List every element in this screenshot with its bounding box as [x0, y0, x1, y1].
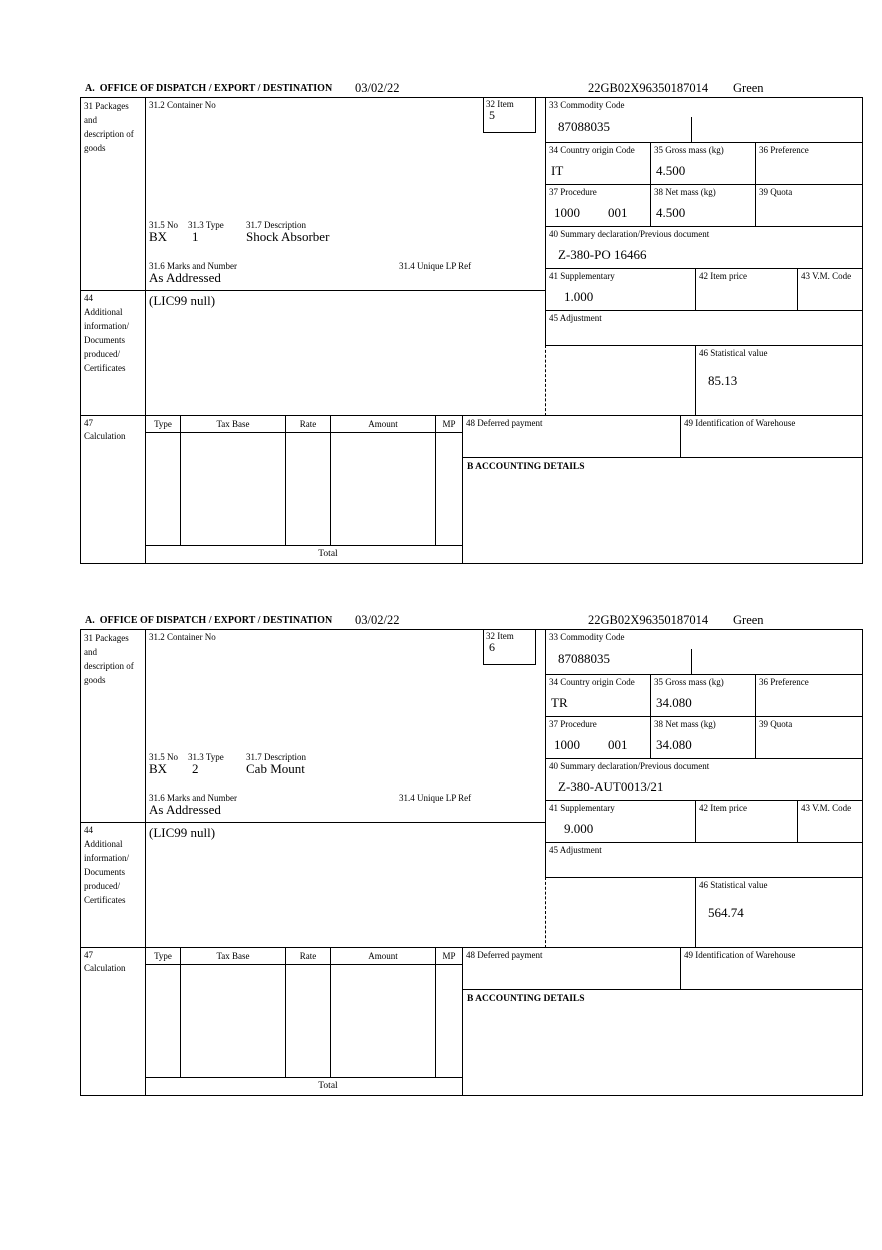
- box43-vm-code: [797, 268, 863, 311]
- movement-reference-number: 22GB02X96350187014: [588, 613, 709, 627]
- packages-type-value: 2: [192, 761, 199, 776]
- adjustment-label: 45 Adjustment: [549, 313, 602, 323]
- tax-type-header: Type: [145, 947, 181, 965]
- supplementary-units-value: 9.000: [564, 821, 594, 836]
- tax-total-row: Total: [145, 545, 463, 564]
- block-header: [0, 80, 882, 97]
- box44-content-area: [145, 290, 546, 416]
- tax-mp-header: MP: [435, 947, 463, 965]
- accounting-details-label: B ACCOUNTING DETAILS: [467, 462, 585, 472]
- packages-type-value: 1: [192, 229, 199, 244]
- box39-quota: [755, 716, 863, 759]
- commodity-code-value: 87088035: [558, 119, 610, 134]
- adjustment-label: 45 Adjustment: [549, 845, 602, 855]
- tax-mp-cell: [435, 964, 463, 1078]
- tax-type-cell: [145, 964, 181, 1078]
- marks-number-label: 31.6 Marks and Number: [149, 793, 237, 803]
- box34-country-origin: [545, 142, 651, 185]
- previous-document-value: Z-380-PO 16466: [558, 247, 647, 262]
- tax-base-cell: [180, 432, 286, 546]
- dispatch-date: 03/02/22: [355, 613, 400, 627]
- item-label: 32 Item: [486, 631, 514, 641]
- box44-content-area: [145, 822, 546, 948]
- box47-label: Calculation: [84, 963, 126, 973]
- routing-status: Green: [733, 81, 764, 95]
- routing-status: Green: [733, 613, 764, 627]
- country-origin-value: IT: [551, 163, 564, 178]
- gross-mass-value: 34.080: [656, 695, 692, 710]
- office-of-dispatch-label: A. OFFICE OF DISPATCH / EXPORT / DESTINATION: [85, 615, 333, 626]
- packages-no-value: BX: [149, 761, 168, 776]
- box31-label: 31 Packages and description of goods: [84, 633, 134, 685]
- box44-additional-info: [80, 822, 146, 948]
- goods-description-value: Cab Mount: [246, 761, 305, 776]
- declaration-item-block: [0, 80, 882, 564]
- net-mass-value: 4.500: [656, 205, 686, 220]
- unique-lp-ref-label: 31.4 Unique LP Ref: [399, 261, 472, 271]
- gross-mass-value: 4.500: [656, 163, 686, 178]
- box37-procedure: [545, 716, 651, 759]
- packages-no-label: 31.5 No: [149, 752, 178, 762]
- box36-preference: [755, 674, 863, 717]
- box47-number: 47: [84, 418, 93, 428]
- box45-adjustment: [545, 310, 863, 346]
- vm-code-label: 43 V.M. Code: [801, 803, 852, 813]
- box48-deferred-payment: [462, 947, 681, 990]
- item-price-label: 42 Item price: [699, 271, 747, 281]
- packages-type-label: 31.3 Type: [188, 220, 224, 230]
- procedure-code-2-value: 001: [608, 205, 628, 220]
- warehouse-identification-label: 49 Identification of Warehouse: [684, 418, 796, 428]
- packages-no-label: 31.5 No: [149, 220, 178, 230]
- box44-label: Additional information/ Documents produced/ Certificates: [84, 839, 129, 905]
- net-mass-value: 34.080: [656, 737, 692, 752]
- tax-amount-cell: [330, 964, 436, 1078]
- description-label: 31.7 Description: [246, 220, 306, 230]
- unique-lp-ref-label: 31.4 Unique LP Ref: [399, 793, 472, 803]
- deferred-payment-label: 48 Deferred payment: [466, 950, 543, 960]
- box38-net-mass: [650, 184, 756, 227]
- tax-total-row: Total: [145, 1077, 463, 1096]
- country-origin-label: 34 Country origin Code: [549, 677, 635, 687]
- box35-gross-mass: [650, 674, 756, 717]
- box33-commodity-code: [545, 629, 863, 675]
- net-mass-label: 38 Net mass (kg): [654, 187, 716, 197]
- marks-value: As Addressed: [149, 802, 221, 817]
- box39-quota: [755, 184, 863, 227]
- gross-mass-label: 35 Gross mass (kg): [654, 677, 724, 687]
- item-number-value: 5: [489, 108, 495, 122]
- previous-document-value: Z-380-AUT0013/21: [558, 779, 664, 794]
- box47-number: 47: [84, 950, 93, 960]
- supplementary-units-value: 1.000: [564, 289, 594, 304]
- form-area: [80, 629, 863, 1096]
- statistical-value-label: 46 Statistical value: [699, 348, 768, 358]
- movement-reference-number: 22GB02X96350187014: [588, 81, 709, 95]
- box35-gross-mass: [650, 142, 756, 185]
- tax-type-cell: [145, 432, 181, 546]
- tax-amount-header: Amount: [330, 947, 436, 965]
- gross-mass-label: 35 Gross mass (kg): [654, 145, 724, 155]
- box32-item: [483, 97, 536, 133]
- box34-country-origin: [545, 674, 651, 717]
- item-price-label: 42 Item price: [699, 803, 747, 813]
- statistical-value-label: 46 Statistical value: [699, 880, 768, 890]
- box43-vm-code: [797, 800, 863, 843]
- box47-calculation: [80, 415, 146, 564]
- net-mass-label: 38 Net mass (kg): [654, 719, 716, 729]
- tax-base-cell: [180, 964, 286, 1078]
- box44-number: 44: [84, 293, 93, 303]
- commodity-code-divider: [691, 117, 692, 142]
- accounting-details-box: [462, 989, 863, 1096]
- tax-mp-header: MP: [435, 415, 463, 433]
- procedure-label: 37 Procedure: [549, 187, 597, 197]
- box44-number: 44: [84, 825, 93, 835]
- box42-item-price: [695, 800, 798, 843]
- statistical-value: 564.74: [708, 905, 744, 920]
- tax-base-header: Tax Base: [180, 947, 286, 965]
- procedure-code-value: 1000: [554, 737, 580, 752]
- box32-item: [483, 629, 536, 665]
- procedure-code-value: 1000: [554, 205, 580, 220]
- tax-rate-header: Rate: [285, 415, 331, 433]
- commodity-code-divider: [691, 649, 692, 674]
- supplementary-label: 41 Supplementary: [549, 803, 615, 813]
- packages-type-label: 31.3 Type: [188, 752, 224, 762]
- item-number-value: 6: [489, 640, 495, 654]
- block-header: [0, 612, 882, 629]
- warehouse-identification-label: 49 Identification of Warehouse: [684, 950, 796, 960]
- box38-net-mass: [650, 716, 756, 759]
- container-no-label: 31.2 Container No: [149, 632, 216, 642]
- box42-item-price: [695, 268, 798, 311]
- container-no-label: 31.2 Container No: [149, 100, 216, 110]
- box47-label: Calculation: [84, 431, 126, 441]
- box49-warehouse: [680, 947, 863, 990]
- procedure-label: 37 Procedure: [549, 719, 597, 729]
- packages-no-value: BX: [149, 229, 168, 244]
- office-of-dispatch-label: A. OFFICE OF DISPATCH / EXPORT / DESTINATION: [85, 83, 333, 94]
- box36-preference: [755, 142, 863, 185]
- statistical-value: 85.13: [708, 373, 738, 388]
- tax-base-header: Tax Base: [180, 415, 286, 433]
- box31-label: 31 Packages and description of goods: [84, 101, 134, 153]
- tax-rate-header: Rate: [285, 947, 331, 965]
- description-label: 31.7 Description: [246, 752, 306, 762]
- box40-summary-declaration: [545, 758, 863, 801]
- tax-amount-header: Amount: [330, 415, 436, 433]
- box41-supplementary: [545, 800, 696, 843]
- summary-declaration-label: 40 Summary declaration/Previous document: [549, 761, 710, 771]
- box37-procedure: [545, 184, 651, 227]
- dispatch-date: 03/02/22: [355, 81, 400, 95]
- box41-supplementary: [545, 268, 696, 311]
- tax-type-header: Type: [145, 415, 181, 433]
- additional-info-value: (LIC99 null): [149, 293, 216, 308]
- country-origin-value: TR: [551, 695, 568, 710]
- form-area: [80, 97, 863, 564]
- vm-code-label: 43 V.M. Code: [801, 271, 852, 281]
- box48-deferred-payment: [462, 415, 681, 458]
- procedure-code-2-value: 001: [608, 737, 628, 752]
- declaration-item-block: [0, 612, 882, 1096]
- box33-commodity-code: [545, 97, 863, 143]
- deferred-payment-label: 48 Deferred payment: [466, 418, 543, 428]
- commodity-code-label: 33 Commodity Code: [549, 100, 625, 110]
- marks-number-label: 31.6 Marks and Number: [149, 261, 237, 271]
- box46-statistical-value: [695, 877, 863, 948]
- commodity-code-label: 33 Commodity Code: [549, 632, 625, 642]
- tax-amount-cell: [330, 432, 436, 546]
- marks-value: As Addressed: [149, 270, 221, 285]
- box40-summary-declaration: [545, 226, 863, 269]
- commodity-code-value: 87088035: [558, 651, 610, 666]
- quota-label: 39 Quota: [759, 719, 793, 729]
- quota-label: 39 Quota: [759, 187, 793, 197]
- box45-adjustment: [545, 842, 863, 878]
- country-origin-label: 34 Country origin Code: [549, 145, 635, 155]
- box44-additional-info: [80, 290, 146, 416]
- accounting-details-label: B ACCOUNTING DETAILS: [467, 994, 585, 1004]
- preference-label: 36 Preference: [759, 145, 809, 155]
- goods-description-value: Shock Absorber: [246, 229, 330, 244]
- dashed-divider: [545, 345, 546, 416]
- tax-rate-cell: [285, 432, 331, 546]
- box31-packages: [80, 629, 146, 823]
- tax-mp-cell: [435, 432, 463, 546]
- supplementary-label: 41 Supplementary: [549, 271, 615, 281]
- tax-rate-cell: [285, 964, 331, 1078]
- accounting-details-box: [462, 457, 863, 564]
- item-label: 32 Item: [486, 99, 514, 109]
- summary-declaration-label: 40 Summary declaration/Previous document: [549, 229, 710, 239]
- box44-label: Additional information/ Documents produced/ Certificates: [84, 307, 129, 373]
- additional-info-value: (LIC99 null): [149, 825, 216, 840]
- box47-calculation: [80, 947, 146, 1096]
- dashed-divider: [545, 877, 546, 948]
- box31-packages: [80, 97, 146, 291]
- box46-statistical-value: [695, 345, 863, 416]
- preference-label: 36 Preference: [759, 677, 809, 687]
- box49-warehouse: [680, 415, 863, 458]
